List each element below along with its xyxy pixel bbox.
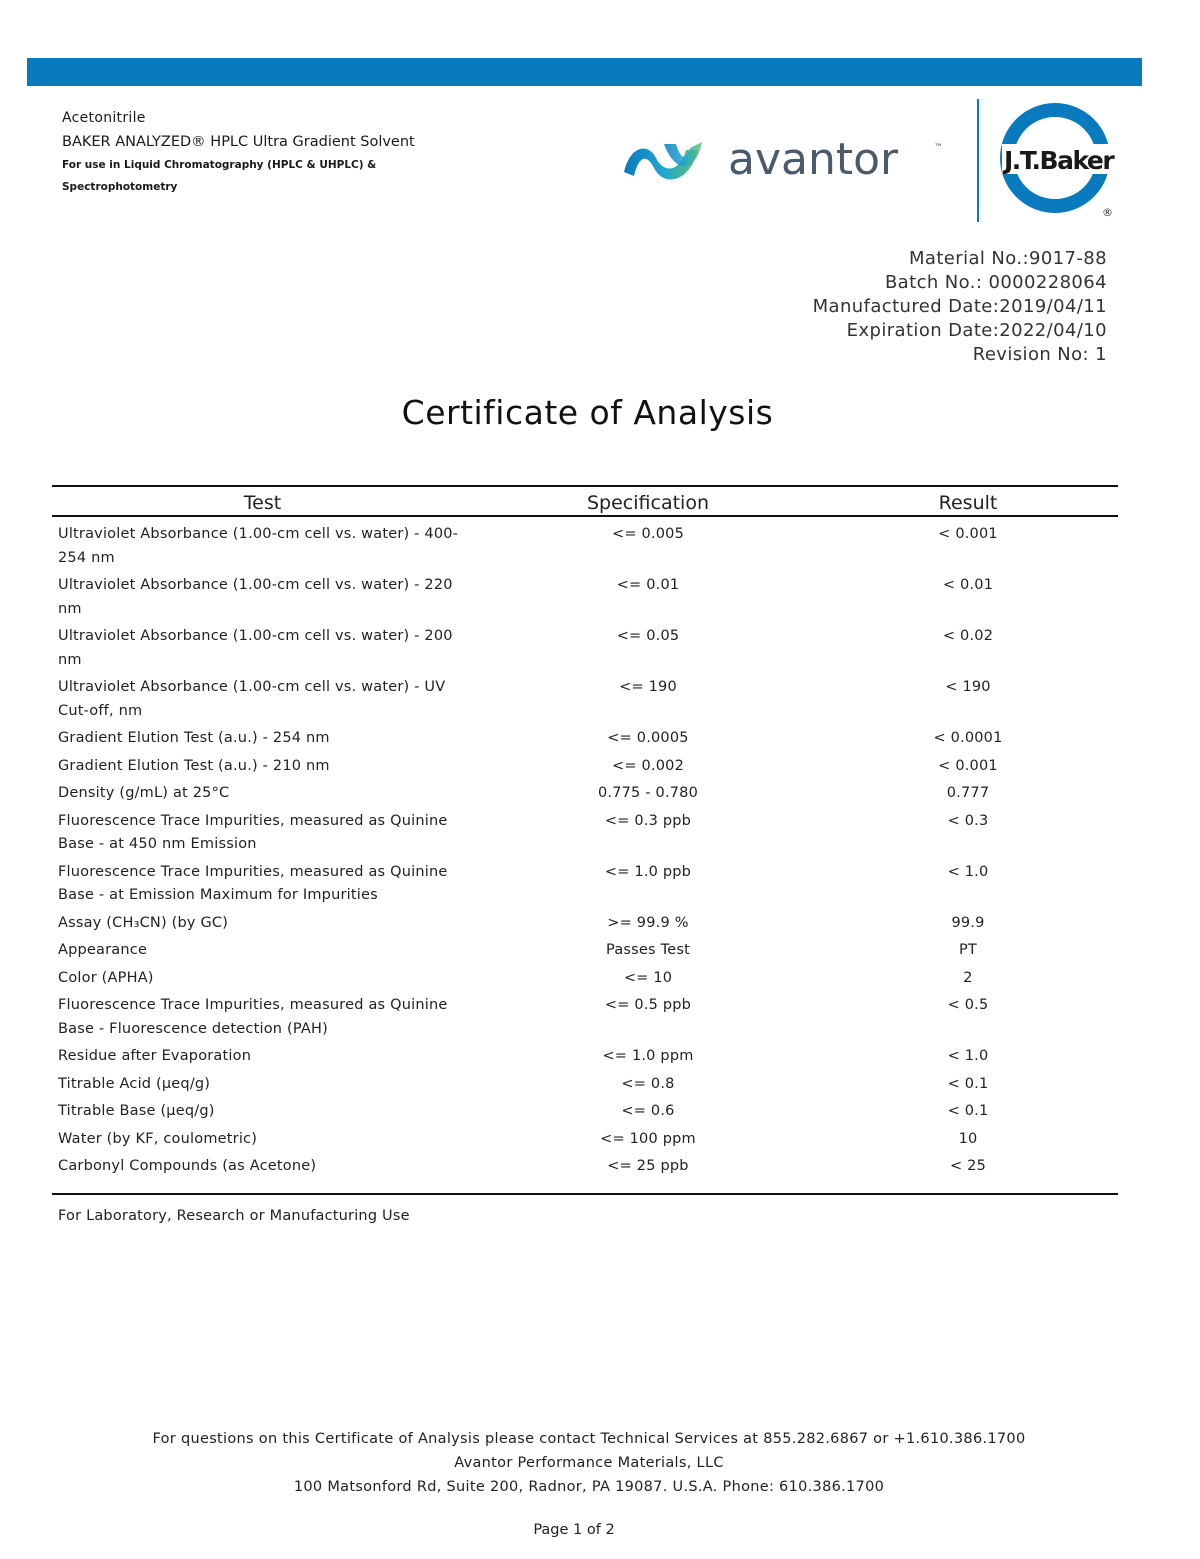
row-specification: <= 100 ppm	[600, 1130, 696, 1147]
row-result: < 0.01	[942, 577, 994, 593]
row-result: < 0.001	[938, 526, 998, 542]
row-result: < 0.001	[938, 757, 998, 774]
row-test: Fluorescence Trace Impurities, measured as Quinine Base - at 450 nm Emission	[58, 812, 448, 852]
row-specification: <= 0.5 ppb	[604, 997, 692, 1013]
table-body	[52, 517, 1118, 1195]
page-number: Page 1 of 2	[533, 1522, 615, 1538]
jtbaker-logo	[998, 100, 1120, 222]
footer-address: 100 Matsonford Rd, Suite 200, Radnor, PA 19087. U.S.A. Phone: 610.386.1700	[293, 1479, 885, 1495]
row-test: Appearance	[58, 942, 148, 958]
table-row	[52, 1155, 1118, 1179]
results-table	[52, 485, 1118, 1195]
table-row	[52, 782, 1118, 806]
table-row	[52, 1100, 1118, 1124]
product-grade: BAKER ANALYZED® HPLC Ultra Gradient Solvent	[62, 134, 415, 150]
expiration-date: Expiration Date:2022/04/10	[846, 320, 1107, 341]
row-test: Fluorescence Trace Impurities, measured as Quinine Base - Fluorescence detection (PAH)	[58, 997, 448, 1037]
manufactured-date: Manufactured Date:2019/04/11	[812, 296, 1107, 317]
row-result: 2	[963, 969, 973, 986]
row-test: Fluorescence Trace Impurities, measured as Quinine Base - at Emission Maximum for Impurities	[58, 863, 448, 903]
document-title: Certificate of Analysis	[401, 393, 774, 432]
product-use: For use in Liquid Chromatography (HPLC & UHPLC) & Spectrophotometry	[62, 159, 377, 193]
row-result: < 0.3	[947, 812, 989, 829]
row-result: < 1.0	[947, 863, 989, 880]
table-row	[52, 755, 1118, 779]
table-row	[52, 1073, 1118, 1097]
row-result: < 0.5	[947, 997, 989, 1013]
table-row	[52, 994, 1118, 1041]
row-test: Gradient Elution Test (a.u.) - 254 nm	[58, 730, 330, 746]
header-specification: Specification	[587, 492, 709, 514]
avantor-wordmark: avantor	[728, 134, 899, 185]
row-result: 0.777	[946, 785, 990, 801]
revision-number: Revision No: 1	[972, 344, 1107, 365]
table-header	[52, 487, 1118, 517]
table-row	[52, 625, 1118, 672]
row-specification: <= 1.0 ppb	[604, 863, 692, 880]
row-result: 10	[958, 1130, 978, 1147]
row-test: Density (g/mL) at 25°C	[58, 785, 230, 801]
header-result: Result	[938, 492, 998, 514]
row-result: < 0.1	[947, 1075, 989, 1092]
row-result: < 25	[949, 1158, 986, 1174]
avantor-logo	[620, 128, 950, 192]
row-result: < 1.0	[947, 1048, 989, 1064]
table-row	[52, 967, 1118, 991]
row-test: Ultraviolet Absorbance (1.00-cm cell vs. water) - 220 nm	[58, 577, 453, 617]
row-specification: <= 25 ppb	[607, 1158, 689, 1174]
footer-contact: For questions on this Certificate of Analysis please contact Technical Services at 855.282.6867 or +1.610.386.1700	[152, 1431, 1026, 1447]
table-row	[52, 912, 1118, 936]
product-name: Acetonitrile	[62, 110, 146, 126]
row-specification: <= 1.0 ppm	[602, 1048, 694, 1064]
row-result: < 0.1	[947, 1103, 989, 1119]
row-test: Gradient Elution Test (a.u.) - 210 nm	[58, 757, 330, 774]
table-row	[52, 574, 1118, 621]
row-test: Ultraviolet Absorbance (1.00-cm cell vs. water) - 200 nm	[58, 628, 453, 668]
row-test: Ultraviolet Absorbance (1.00-cm cell vs. water) - 400-254 nm	[58, 526, 459, 566]
table-row	[52, 727, 1118, 751]
batch-number: Batch No.: 0000228064	[884, 272, 1107, 293]
row-test: Titrable Base (µeq/g)	[58, 1103, 215, 1119]
table-row	[52, 861, 1118, 908]
row-result: PT	[958, 942, 977, 958]
batch-metadata	[813, 247, 1107, 367]
avantor-trademark: ™	[934, 143, 943, 153]
row-specification: <= 0.6	[621, 1103, 675, 1119]
row-specification: <= 0.05	[616, 628, 680, 644]
row-test: Titrable Acid (µeq/g)	[58, 1075, 211, 1092]
row-result: < 0.02	[942, 628, 994, 644]
row-specification: <= 0.002	[611, 757, 685, 774]
row-test: Water (by KF, coulometric)	[58, 1130, 258, 1147]
jtbaker-wordmark: J.T.Baker	[1004, 146, 1114, 175]
material-number: Material No.:9017-88	[908, 248, 1107, 269]
row-specification: <= 0.01	[616, 577, 680, 593]
row-specification: >= 99.9 %	[607, 914, 689, 931]
product-info	[62, 108, 542, 198]
table-row	[52, 523, 1118, 570]
footer	[0, 1427, 1178, 1499]
row-test: Residue after Evaporation	[58, 1048, 252, 1064]
row-specification: Passes Test	[606, 942, 690, 958]
footer-company: Avantor Performance Materials, LLC	[454, 1455, 724, 1471]
table-row	[52, 810, 1118, 857]
row-test: Ultraviolet Absorbance (1.00-cm cell vs. water) - UV Cut-off, nm	[58, 679, 446, 719]
header-test: Test	[243, 492, 282, 514]
row-result: 99.9	[951, 914, 985, 931]
row-test: Color (APHA)	[58, 969, 154, 986]
table-row	[52, 1045, 1118, 1069]
top-color-bar	[27, 58, 1142, 86]
row-specification: 0.775 - 0.780	[597, 785, 699, 801]
row-result: < 190	[945, 679, 991, 695]
row-test: Carbonyl Compounds (as Acetone)	[58, 1158, 317, 1174]
usage-note: For Laboratory, Research or Manufacturing Use	[58, 1208, 410, 1224]
table-row	[52, 1128, 1118, 1152]
row-specification: <= 0.3 ppb	[604, 812, 692, 829]
row-specification: <= 190	[619, 679, 677, 695]
table-row	[52, 939, 1118, 963]
row-specification: <= 10	[623, 969, 673, 986]
row-specification: <= 0.8	[621, 1075, 675, 1092]
registered-mark: ®	[1102, 206, 1113, 219]
row-result: < 0.0001	[933, 730, 1003, 746]
row-test: Assay (CH₃CN) (by GC)	[58, 914, 229, 931]
row-specification: <= 0.0005	[607, 730, 689, 746]
row-specification: <= 0.005	[611, 526, 685, 542]
logo-divider	[977, 99, 979, 222]
table-row	[52, 676, 1118, 723]
